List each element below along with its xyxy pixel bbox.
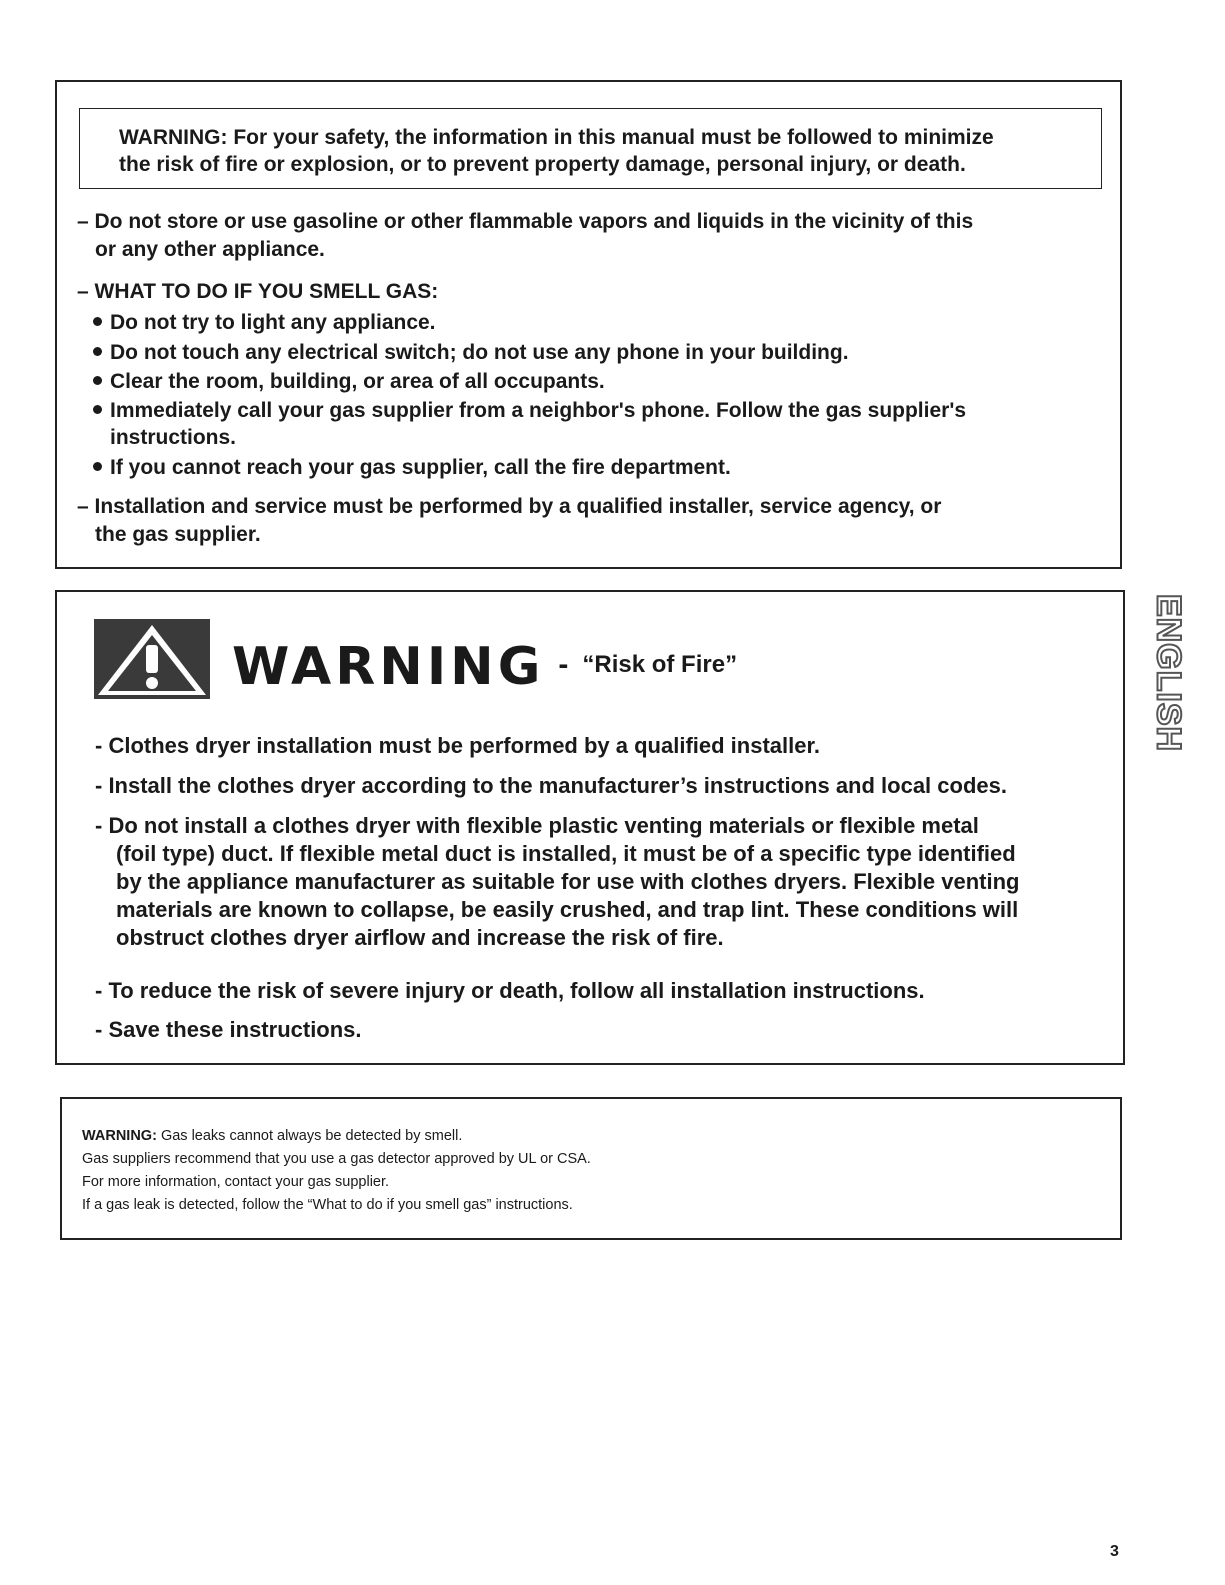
bullet-item: Do not touch any electrical switch; do not use any phone in your building. bbox=[93, 339, 849, 366]
warning-title-separator: - bbox=[558, 648, 569, 681]
flammable-vapors-line2: or any other appliance. bbox=[95, 238, 325, 261]
gas-safety-header-line1: WARNING: For your safety, the information in this manual must be followed to minimize bbox=[119, 126, 994, 149]
bullet-dot bbox=[93, 317, 102, 326]
bullet-item: Clear the room, building, or area of all occupants. bbox=[93, 368, 605, 395]
gas-safety-header-line2: the risk of fire or explosion, or to prevent property damage, personal injury, or death. bbox=[119, 153, 966, 176]
flammable-vapors-line1: – Do not store or use gasoline or other flammable vapors and liquids in the vicinity of this bbox=[77, 210, 974, 233]
bullet-dot bbox=[93, 347, 102, 356]
gas-leak-line3: For more information, contact your gas supplier. bbox=[82, 1174, 390, 1190]
warning-subtitle: “Risk of Fire” bbox=[582, 651, 738, 678]
gas-leak-label: WARNING: bbox=[82, 1128, 157, 1144]
fire-warning-item: - Do not install a clothes dryer with flexible plastic venting materials or flexible metal (foil type) duct. If flexible metal duct is installed, it must be of a specific type identified by the appliance manufacturer as suitable for use with clothes dryers. Flexible venting materials are known to collapse, be easily crushed, and trap lint. These conditions will obstruct clothes dryer airflow and increase the risk of fire. bbox=[95, 813, 1020, 950]
gas-leak-line1: WARNING: Gas leaks cannot always be detected by smell. bbox=[82, 1128, 463, 1144]
gas-safety-header-box bbox=[79, 108, 1102, 189]
bullet-item: Immediately call your gas supplier from a neighbor's phone. Follow the gas supplier's instructions. bbox=[93, 397, 966, 451]
qualified-installer-item bbox=[77, 493, 941, 549]
qualified-installer-line1: – Installation and service must be performed by a qualified installer, service agency, or bbox=[77, 495, 942, 518]
warning-title-text: WARNING bbox=[232, 637, 545, 697]
smell-gas-heading: – WHAT TO DO IF YOU SMELL GAS: bbox=[77, 280, 439, 303]
language-side-tab-label: ENGLISH bbox=[1149, 593, 1188, 752]
fire-warning-item: - To reduce the risk of severe injury or death, follow all installation instructions. bbox=[95, 978, 925, 1003]
bullet-item: Do not try to light any appliance. bbox=[93, 309, 436, 336]
flammable-vapors-item bbox=[77, 208, 973, 264]
qualified-installer-line2: the gas supplier. bbox=[95, 523, 261, 546]
risk-of-fire-warning-box bbox=[55, 590, 1125, 1065]
bullet-item: If you cannot reach your gas supplier, call the fire department. bbox=[93, 454, 731, 481]
language-side-tab bbox=[1150, 585, 1186, 760]
gas-leak-line4: If a gas leak is detected, follow the “What to do if you smell gas” instructions. bbox=[82, 1197, 573, 1213]
warning-title bbox=[232, 637, 737, 697]
fire-warning-item: - Clothes dryer installation must be performed by a qualified installer. bbox=[95, 733, 820, 758]
gas-safety-warning-box bbox=[55, 80, 1122, 569]
gas-leak-line2: Gas suppliers recommend that you use a gas detector approved by UL or CSA. bbox=[82, 1151, 591, 1167]
warning-triangle-icon bbox=[94, 619, 210, 699]
bullet-dot bbox=[93, 462, 102, 471]
gas-leak-note-box bbox=[60, 1097, 1122, 1240]
fire-warning-item: - Install the clothes dryer according to the manufacturer’s instructions and local codes. bbox=[95, 773, 1007, 798]
page-number: 3 bbox=[1110, 1543, 1119, 1560]
fire-warning-item: - Save these instructions. bbox=[95, 1017, 362, 1042]
bullet-dot bbox=[93, 376, 102, 385]
bullet-dot bbox=[93, 405, 102, 414]
